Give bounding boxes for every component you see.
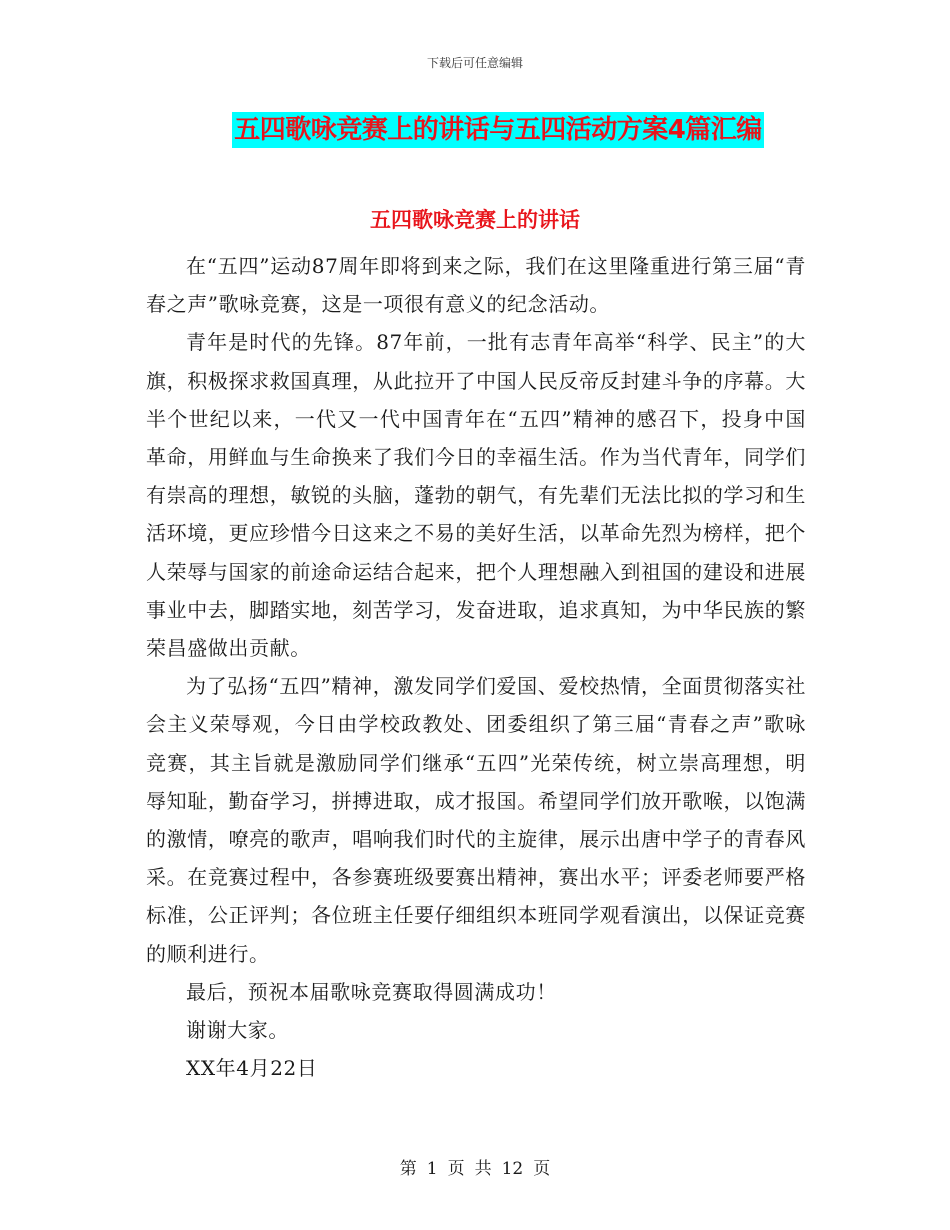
header-note: 下载后可任意编辑 — [426, 56, 523, 70]
document-title-container — [0, 112, 950, 148]
total-pages-number: 12 — [501, 1159, 524, 1179]
page-footer — [0, 1154, 950, 1179]
footer-suffix: 页 — [533, 1159, 551, 1179]
paragraph-1: 在“五四”运动87周年即将到来之际，我们在这里隆重进行第三届“青春之声”歌咏竞赛，这是一项很有意义的纪念活动。 — [146, 254, 806, 317]
section-title: 五四歌咏竞赛上的讲话 — [370, 208, 580, 232]
paragraph-thanks: 谢谢大家。 — [186, 1018, 289, 1043]
current-page-number: 1 — [426, 1159, 438, 1179]
paragraph-date: XX年4月22日 — [186, 1056, 318, 1081]
footer-prefix: 第 — [399, 1159, 417, 1179]
paragraph-2: 青年是时代的先锋。87年前，一批有志青年高举“科学、民主”的大旗，积极探求救国真理，从此拉开了中国人民反帝反封建斗争的序幕。大半个世纪以来，一代又一代中国青年在“五四”精神的感召下，投身中国革命，用鲜血与生命换来了我们今日的幸福生活。作为当代青年，同学们有崇高的理想，敏锐的头脑，蓬勃的朝气，有先辈们无法比拟的学习和生活环境，更应珍惜今日这来之不易的美好生活，以革命先烈为榜样，把个人荣辱与国家的前途命运结合起来，把个人理想融入到祖国的建设和进展事业中去，脚踏实地，刻苦学习，发奋进取，追求真知，为中华民族的繁荣昌盛做出贡献。 — [146, 330, 806, 661]
paragraph-closing: 最后，预祝本届歌咏竞赛取得圆满成功！ — [186, 979, 557, 1004]
paragraph-3: 为了弘扬“五四”精神，激发同学们爱国、爱校热情，全面贯彻落实社会主义荣辱观，今日由学校政教处、团委组织了第三届“青春之声”歌咏竞赛，其主旨就是激励同学们继承“五四”光荣传统，树立崇高理想，明辱知耻，勤奋学习，拼搏进取，成才报国。希望同学们放开歌喉，以饱满的激情，嘹亮的歌声，唱响我们时代的主旋律，展示出唐中学子的青春风采。在竞赛过程中，各参赛班级要赛出精神，赛出水平；评委老师要严格标准，公正评判；各位班主任要仔细组织本班同学观看演出，以保证竞赛的顺利进行。 — [146, 674, 806, 966]
footer-total-label: 共 — [474, 1159, 492, 1179]
footer-page-label: 页 — [447, 1159, 465, 1179]
document-body — [146, 247, 806, 1087]
document-title: 五四歌咏竞赛上的讲话与五四活动方案4篇汇编 — [232, 112, 764, 148]
